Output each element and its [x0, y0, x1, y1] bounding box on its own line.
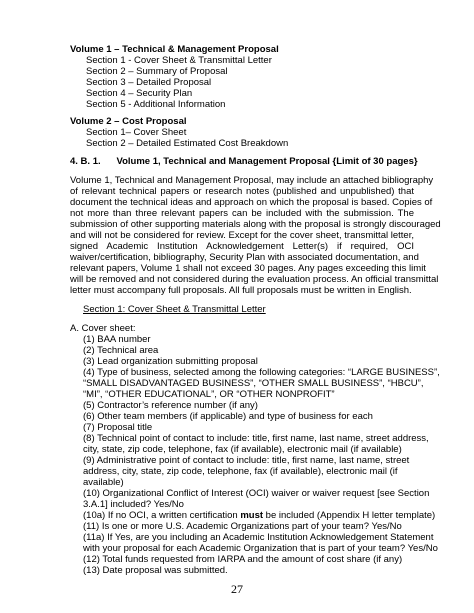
- volume-2-heading: Volume 2 – Cost Proposal: [70, 116, 187, 127]
- paragraph-line: will be removed and not considered during the evaluation process. An official transmittal: [70, 274, 439, 285]
- list-item: (7) Proposal title: [83, 422, 153, 433]
- vol1-section-2: Section 2 – Summary of Proposal: [86, 66, 228, 77]
- paragraph-line: of relevant technical papers or research notes (published and unpublished) that: [70, 186, 414, 197]
- list-item: 3.A.1] included? Yes/No: [83, 499, 184, 510]
- list-item: (9) Administrative point of contact to include: title, first name, last name, street: [83, 455, 410, 466]
- list-item: (8) Technical point of contact to include: title, first name, last name, street address,: [83, 433, 429, 444]
- paragraph-line: not more than three relevant papers can be included with the submission. The: [70, 208, 414, 219]
- emphasis-must: must: [240, 510, 264, 521]
- vol1-section-4: Section 4 – Security Plan: [86, 88, 193, 99]
- section-heading-4b1: 4. B. 1. Volume 1, Technical and Management Proposal {Limit of 30 pages}: [70, 156, 418, 167]
- paragraph-line: document the technical ideas and approach on which the proposal is based. Copies of: [70, 197, 433, 208]
- vol1-section-3: Section 3 – Detailed Proposal: [86, 77, 212, 88]
- list-item: (13) Date proposal was submitted.: [83, 565, 228, 576]
- list-item: (2) Technical area: [83, 345, 159, 356]
- list-item: “MI”, “OTHER EDUCATIONAL”, OR “OTHER NONPROFIT”: [83, 389, 335, 400]
- list-item: city, state, zip code, telephone, fax (if available), electronic mail (if available): [83, 444, 402, 455]
- volume-1-heading: Volume 1 – Technical & Management Proposal: [70, 44, 279, 55]
- list-intro: A. Cover sheet:: [70, 323, 136, 334]
- paragraph-line: letter must accompany full proposals. All full proposals must be written in English.: [70, 285, 412, 296]
- subsection-title: Section 1: Cover Sheet & Transmittal Letter: [83, 304, 266, 315]
- list-item: with your proposal for each Academic Organization that is part of your team? Yes/No: [83, 543, 438, 554]
- paragraph-line: Volume 1, Technical and Management Proposal, may include an attached bibliography: [70, 175, 434, 186]
- paragraph-line: relevant papers, Volume 1 shall not exceed 30 pages. Any pages exceeding this limit: [70, 263, 426, 274]
- page-number: 27: [231, 582, 243, 596]
- list-item: (4) Type of business, selected among the following categories: “LARGE BUSINESS”,: [83, 367, 440, 378]
- list-item: (11) Is one or more U.S. Academic Organizations part of your team? Yes/No: [83, 521, 402, 532]
- list-item: “SMALL DISADVANTAGED BUSINESS”, “OTHER SMALL BUSINESS”, “HBCU”,: [83, 378, 424, 389]
- list-item: [83, 510, 435, 521]
- vol1-section-1: Section 1 - Cover Sheet & Transmittal Letter: [86, 55, 272, 66]
- list-item-text: (10a) If no OCI, a written certification: [83, 510, 241, 521]
- list-item: (1) BAA number: [83, 334, 151, 345]
- vol2-section-2: Section 2 – Detailed Estimated Cost Breakdown: [86, 138, 289, 149]
- list-item: (5) Contractor’s reference number (if any): [83, 400, 258, 411]
- paragraph-line: submission of other supporting materials along with the proposal is strongly discouraged: [70, 219, 441, 230]
- list-item: (3) Lead organization submitting proposal: [83, 356, 258, 367]
- vol2-section-1: Section 1– Cover Sheet: [86, 127, 187, 138]
- list-item-text: be included (Appendix H letter template): [263, 510, 436, 521]
- list-item: available): [83, 477, 124, 488]
- list-item: (11a) If Yes, are you including an Academic Institution Acknowledgement Statement: [83, 532, 434, 543]
- paragraph-line: waiver/certification, bibliography, Security Plan with associated documentation, and: [70, 252, 419, 263]
- list-item: address, city, state, zip code, telephone, fax (if available), electronic mail (if: [83, 466, 398, 477]
- paragraph-line: signed Academic Institution Acknowledgement Letter(s) if required, OCI: [70, 241, 414, 252]
- paragraph-line: and will not be considered for review. Except for the cover sheet, transmittal letter,: [70, 230, 414, 241]
- list-item: (6) Other team members (if applicable) and type of business for each: [83, 411, 373, 422]
- list-item: (12) Total funds requested from IARPA and the amount of cost share (if any): [83, 554, 403, 565]
- list-item: (10) Organizational Conflict of Interest (OCI) waiver or waiver request [see Section: [83, 488, 430, 499]
- vol1-section-5: Section 5 - Additional Information: [86, 99, 226, 110]
